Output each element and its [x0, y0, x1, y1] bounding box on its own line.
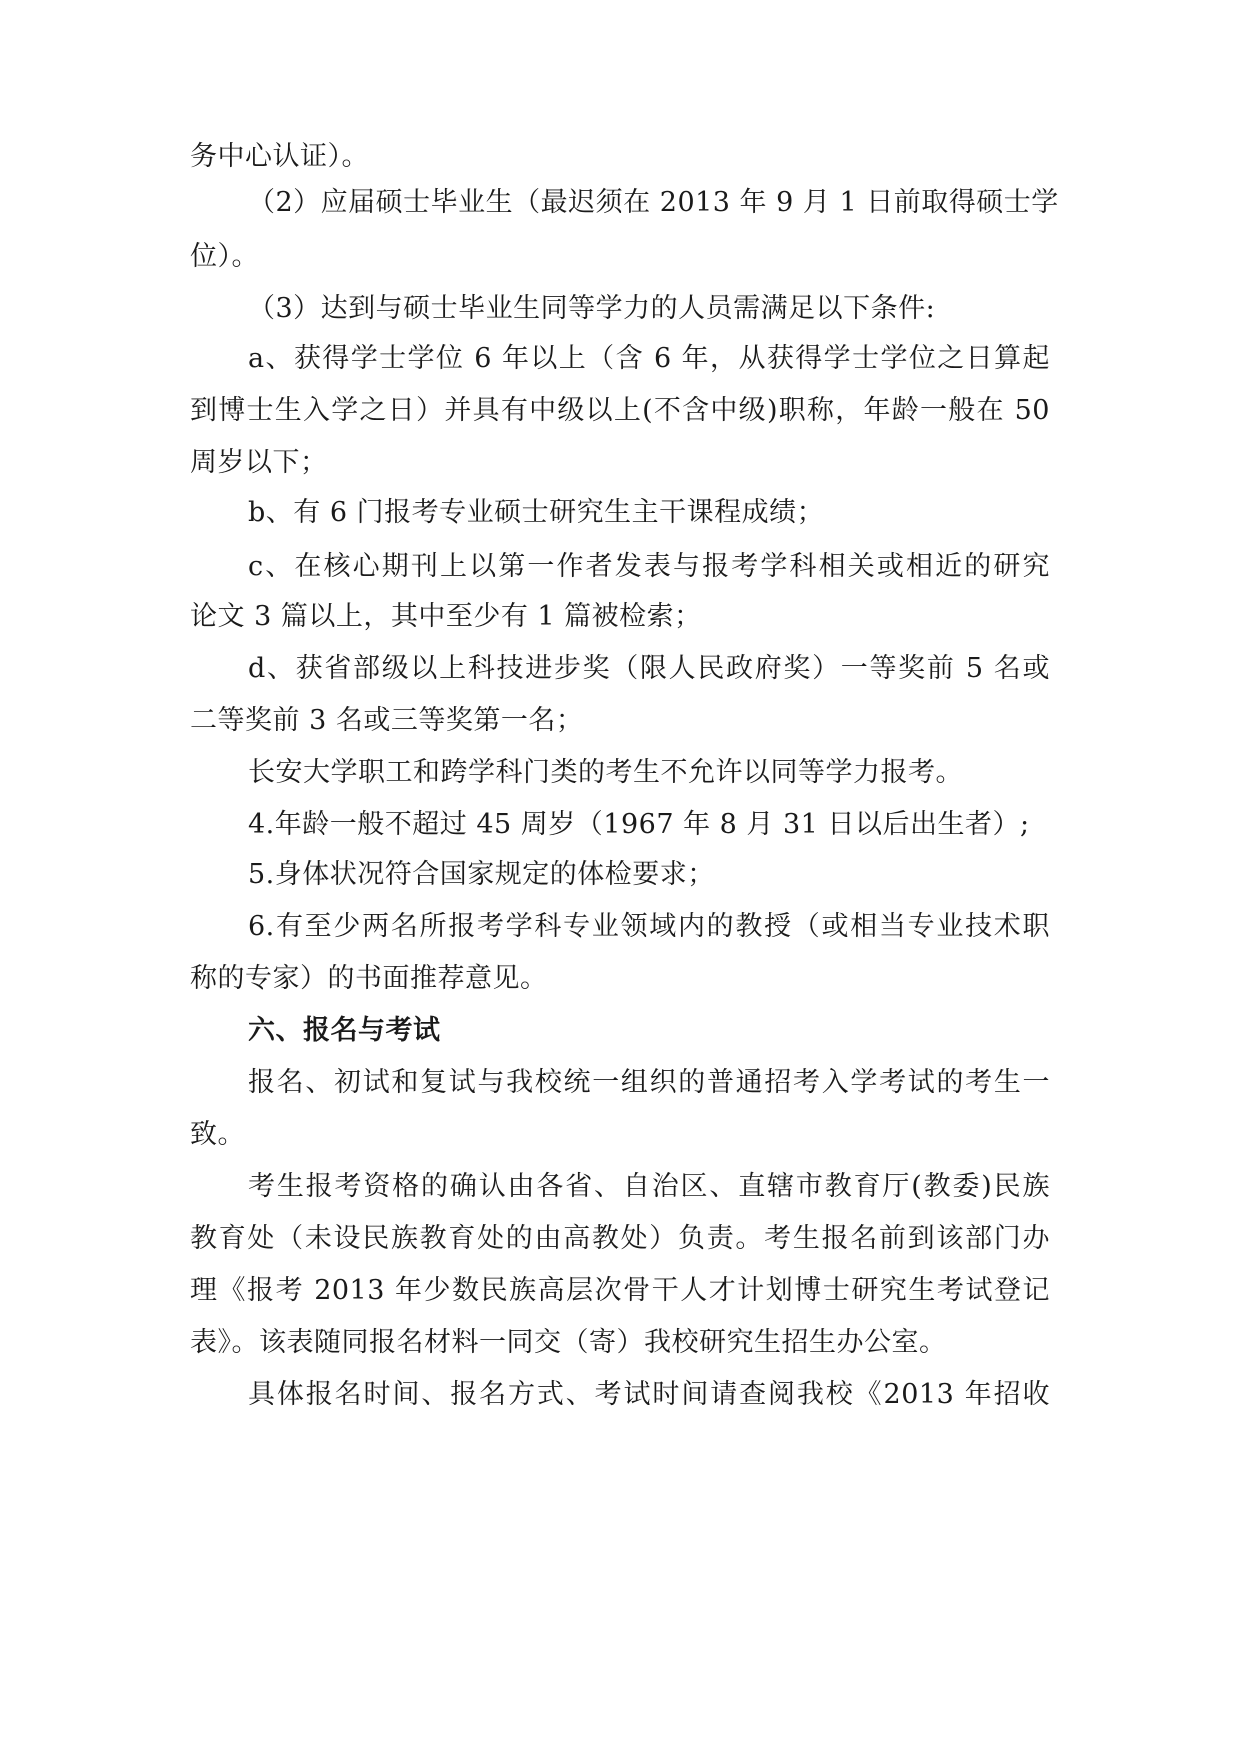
text-line: 5.身体状况符合国家规定的体检要求；	[248, 859, 715, 890]
text-line: （2）应届硕士毕业生（最迟须在 2013 年 9 月 1 日前取得硕士学	[248, 187, 1059, 218]
text-line: 位）。	[190, 241, 259, 272]
text-line: 教育处（未设民族教育处的由高教处）负责。考生报名前到该部门办	[190, 1223, 1050, 1254]
text-line: 报名、初试和复试与我校统一组织的普通招考入学考试的考生一	[248, 1067, 1050, 1098]
text-line: 二等奖前 3 名或三等奖第一名；	[190, 705, 584, 736]
text-line: 致。	[190, 1119, 245, 1150]
text-line: d、获省部级以上科技进步奖（限人民政府奖）一等奖前 5 名或	[248, 653, 1050, 684]
text-line: 理《报考 2013 年少数民族高层次骨干人才计划博士研究生考试登记	[190, 1275, 1050, 1306]
text-line: 具体报名时间、报名方式、考试时间请查阅我校《2013 年招收	[248, 1379, 1050, 1410]
text-line: 称的专家）的书面推荐意见。	[190, 963, 548, 994]
text-line: b、有 6 门报考专业硕士研究生主干课程成绩；	[248, 497, 825, 528]
text-line: 考生报考资格的确认由各省、自治区、直辖市教育厅(教委)民族	[248, 1171, 1050, 1202]
text-line: a、获得学士学位 6 年以上（含 6 年，从获得学士学位之日算起	[248, 343, 1050, 374]
section-heading: 六、报名与考试	[248, 1015, 441, 1046]
text-line: 到博士生入学之日）并具有中级以上(不含中级)职称，年龄一般在 50	[190, 395, 1050, 426]
text-line: 务中心认证）。	[190, 141, 369, 172]
text-line: （3）达到与硕士毕业生同等学力的人员需满足以下条件:	[248, 293, 936, 324]
text-line: c、在核心期刊上以第一作者发表与报考学科相关或相近的研究	[248, 551, 1050, 582]
text-line: 长安大学职工和跨学科门类的考生不允许以同等学力报考。	[248, 757, 963, 788]
text-line: 论文 3 篇以上，其中至少有 1 篇被检索；	[190, 601, 702, 632]
text-line: 表》。该表随同报名材料一同交（寄）我校研究生招生办公室。	[190, 1327, 947, 1358]
text-line: 4.年龄一般不超过 45 周岁（1967 年 8 月 31 日以后出生者）;	[248, 809, 1030, 840]
text-line: 6.有至少两名所报考学科专业领域内的教授（或相当专业技术职	[248, 911, 1050, 942]
text-line: 周岁以下；	[190, 447, 328, 478]
